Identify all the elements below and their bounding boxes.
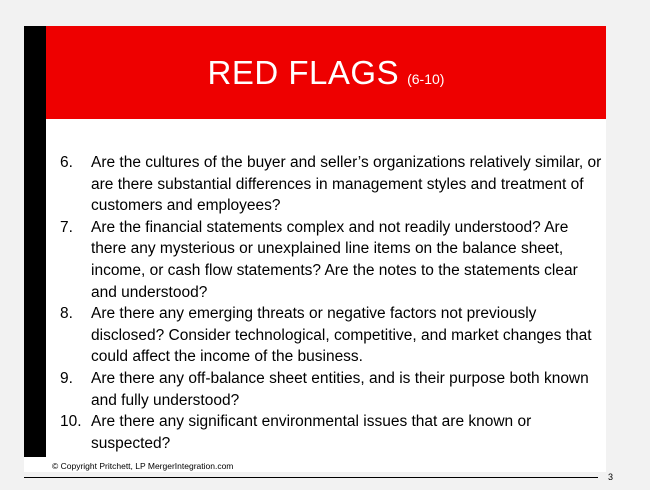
item-text: Are there any emerging threats or negative factors not previously disclosed? Consider technological, competitive, and market changes that could affect the income of the business.	[91, 305, 592, 366]
list-item	[60, 411, 606, 454]
footer-divider	[24, 477, 598, 478]
list-item	[60, 303, 606, 368]
page-number: 3	[608, 472, 614, 482]
title-band	[46, 26, 606, 119]
list-item	[60, 368, 606, 411]
list-item	[60, 217, 606, 303]
item-number: 9.	[60, 369, 73, 387]
item-number: 8.	[60, 305, 73, 323]
item-text: Are the cultures of the buyer and seller’s organizations relatively similar, or are there substantial differences in management styles and treatment of customers and employees?	[91, 154, 602, 215]
slide-title: RED FLAGS	[207, 53, 400, 91]
item-text: Are the financial statements complex and not readily understood? Are there any mysterious or unexplained line items on the balance sheet, income, or cash flow statements? Are the notes to the statements clear and understood?	[91, 218, 578, 301]
item-number: 10.	[60, 413, 82, 431]
item-text: Are there any significant environmental issues that are known or suspected?	[91, 413, 532, 452]
red-flags-list	[60, 152, 606, 454]
footer-copyright: © Copyright Pritchett, LP MergerIntegration.com	[52, 461, 234, 471]
list-item	[60, 152, 606, 217]
slide-title-range: (6-10)	[407, 70, 445, 87]
item-number: 6.	[60, 154, 73, 171]
item-text: Are there any off-balance sheet entities, and is their purpose both known and fully understood?	[91, 369, 589, 409]
item-number: 7.	[60, 218, 73, 236]
left-accent-bar	[24, 26, 46, 457]
